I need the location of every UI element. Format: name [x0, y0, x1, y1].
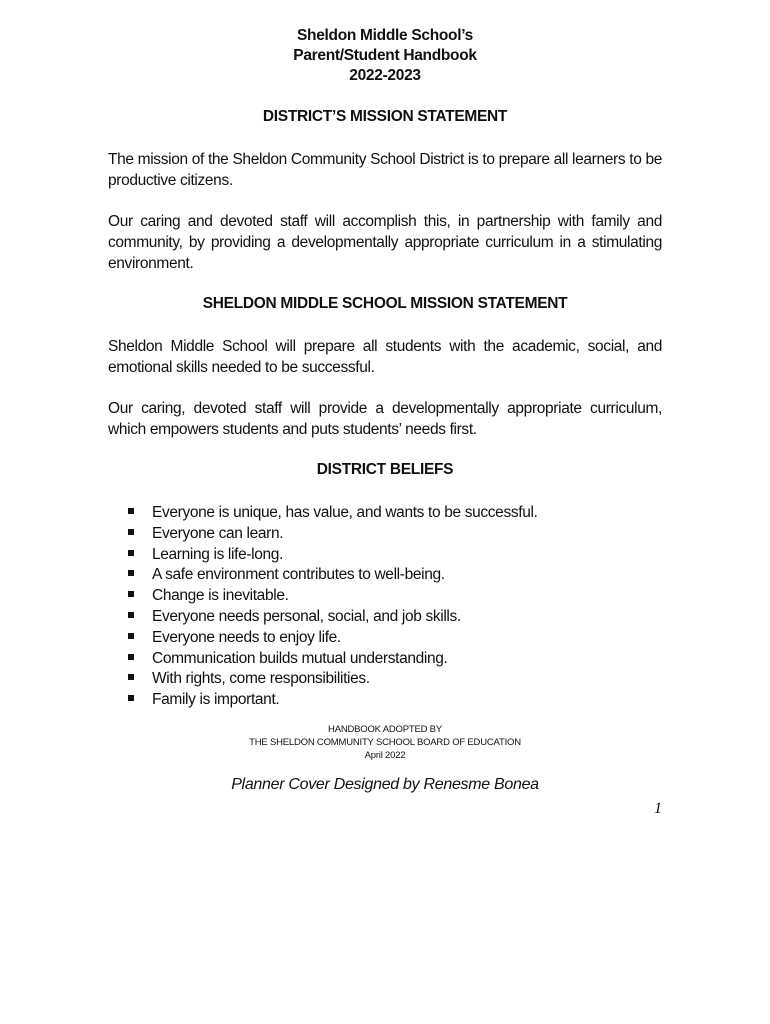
adoption-notice [0, 723, 770, 762]
belief-text: Everyone needs to enjoy life. [152, 628, 341, 646]
belief-text: Everyone can learn. [152, 524, 284, 542]
list-item [128, 586, 538, 607]
bullet-icon [128, 633, 134, 639]
belief-text: Everyone is unique, has value, and wants to be successful. [152, 504, 538, 521]
belief-text: Communication builds mutual understanding. [152, 649, 448, 667]
bullet-icon [128, 570, 134, 576]
list-item [128, 607, 538, 628]
district-mission-heading: DISTRICT’S MISSION STATEMENT [262, 108, 508, 125]
district-beliefs-heading: DISTRICT BELIEFS [316, 461, 454, 478]
adoption-line-1: HANDBOOK ADOPTED BY [328, 724, 442, 735]
school-mission-heading: SHELDON MIDDLE SCHOOL MISSION STATEMENT [202, 295, 568, 312]
list-item [128, 690, 538, 711]
district-mission-paragraph-1: The mission of the Sheldon Community School District is to prepare all learners to be productive citizens. [108, 151, 662, 189]
belief-text: Everyone needs personal, social, and job skills. [152, 607, 461, 625]
district-mission-paragraph-2: Our caring and devoted staff will accomplish this, in partnership with family and community, by providing a developmentally appropriate curriculum in a stimulating environment. [108, 213, 662, 272]
bullet-icon [128, 654, 134, 660]
belief-text: Learning is life-long. [152, 545, 284, 563]
list-item [128, 545, 538, 566]
belief-text: A safe environment contributes to well-being. [152, 566, 445, 584]
school-mission-paragraph-1: Sheldon Middle School will prepare all students with the academic, social, and emotional skills needed to be successful. [108, 338, 662, 376]
bullet-icon [128, 591, 134, 597]
list-item [128, 628, 538, 649]
belief-text: Family is important. [152, 691, 280, 709]
list-item [128, 565, 538, 586]
cover-credit: Planner Cover Designed by Renesme Bonea [231, 776, 539, 793]
list-item [128, 524, 538, 545]
school-mission-paragraph-2: Our caring, devoted staff will provide a developmentally appropriate curriculum, which empowers students and puts students’ needs first. [108, 400, 662, 438]
bullet-icon [128, 550, 134, 556]
bullet-icon [128, 695, 134, 701]
adoption-line-2: THE SHELDON COMMUNITY SCHOOL BOARD OF EDUCATION [249, 737, 521, 748]
page-number: 1 [654, 800, 662, 817]
belief-text: Change is inevitable. [152, 587, 289, 605]
bullet-icon [128, 529, 134, 535]
title-line-year: 2022-2023 [349, 67, 421, 84]
belief-text: With rights, come responsibilities. [152, 670, 370, 688]
bullet-icon [128, 508, 134, 514]
district-beliefs-list [128, 503, 538, 711]
bullet-icon [128, 612, 134, 618]
document-title [0, 26, 770, 86]
list-item [128, 503, 538, 524]
adoption-date: April 2022 [364, 750, 406, 761]
list-item [128, 669, 538, 690]
list-item [128, 649, 538, 670]
bullet-icon [128, 674, 134, 680]
title-line-handbook: Parent/Student Handbook [293, 47, 477, 64]
title-line-school: Sheldon Middle School’s [297, 27, 473, 44]
